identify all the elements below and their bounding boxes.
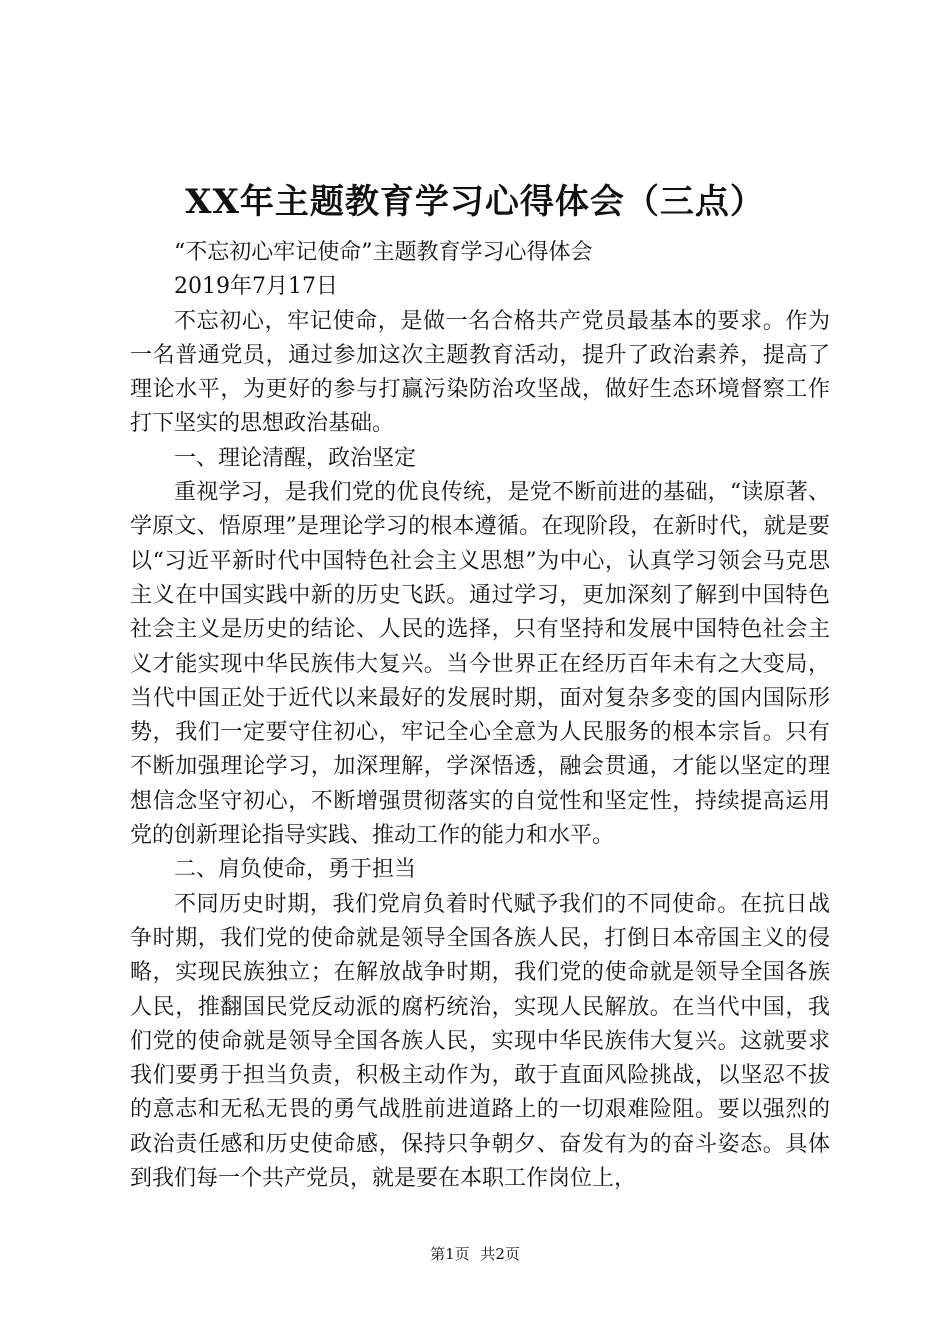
section-heading-1: 一、理论清醒，政治坚定 [174, 445, 417, 471]
page-number: 第1页 [430, 1245, 470, 1263]
date-paragraph: 2019年7月17日 [174, 274, 338, 300]
section-1-paragraph: 重视学习，是我们党的优良传统，是党不断前进的基础，“读原著、学原文、悟原理”是理论学习的根本遵循。在现阶段，在新时代，就是要以“习近平新时代中国特色社会主义思想”为中心，认真学习领会马克思主义在中国实践中新的历史飞跃。通过学习，更加深刻了解到中国特色社会主义是历史的结论、人民的选择，只有坚持和发展中国特色社会主义才能实现中华民族伟大复兴。当今世界正在经历百年未有之大变局，当代中国正处于近代以来最好的发展时期，面对复杂多变的国内国际形势，我们一定要守住初心，牢记全心全意为人民服务的根本宗旨。只有不断加强理论学习，加深理解，学深悟透，融会贯通，才能以坚定的理想信念坚守初心，不断增强贯彻落实的自觉性和坚定性，持续提高运用党的创新理论指导实践、推动工作的能力和水平。 [130, 480, 830, 849]
subtitle-paragraph: “不忘初心牢记使命”主题教育学习心得体会 [174, 240, 593, 265]
document-body [130, 236, 830, 1196]
page-total: 共2页 [480, 1245, 520, 1263]
section-heading-2: 二、肩负使命，勇于担当 [174, 857, 417, 883]
section-2-paragraph: 不同历史时期，我们党肩负着时代赋予我们的不同使命。在抗日战争时期，我们党的使命就是领导全国各族人民，打倒日本帝国主义的侵略，实现民族独立；在解放战争时期，我们党的使命就是领导全国各族人民，推翻国民党反动派的腐朽统治，实现人民解放。在当代中国，我们党的使命就是领导全国各族人民，实现中华民族伟大复兴。这就要求我们要勇于担当负责，积极主动作为，敢于直面风险挑战，以坚忍不拔的意志和无私无畏的勇气战胜前进道路上的一切艰难险阻。要以强烈的政治责任感和历史使命感，保持只争朝夕、奋发有为的奋斗姿态。具体到我们每一个共产党员，就是要在本职工作岗位上， [130, 891, 830, 1192]
intro-paragraph: 不忘初心，牢记使命，是做一名合格共产党员最基本的要求。作为一名普通党员，通过参加这次主题教育活动，提升了政治素养，提高了理论水平，为更好的参与打赢污染防治攻坚战，做好生态环境督察工作打下坚实的思想政治基础。 [130, 308, 830, 437]
document-title: XX年主题教育学习心得体会（三点） [185, 182, 765, 222]
page-footer [0, 1244, 950, 1264]
